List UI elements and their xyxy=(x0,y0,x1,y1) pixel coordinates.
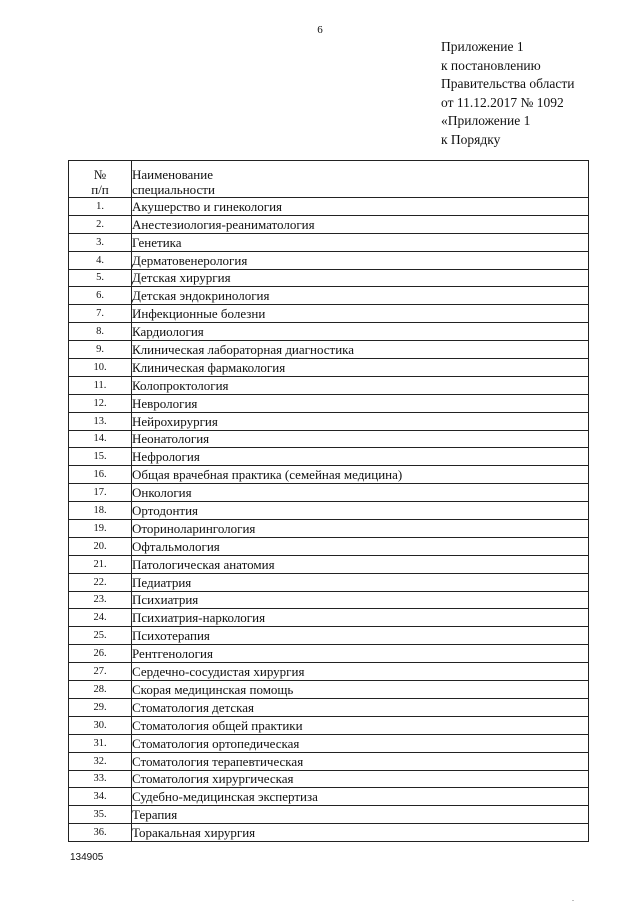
table-row xyxy=(69,287,589,305)
row-number: 28. xyxy=(69,681,132,699)
row-specialty-name: Детская эндокринология xyxy=(132,287,589,305)
row-number: 26. xyxy=(69,645,132,663)
header-line: от 11.12.2017 № 1092 xyxy=(441,94,564,110)
row-specialty-name: Детская хирургия xyxy=(132,269,589,287)
row-specialty-name: Анестезиология-реаниматология xyxy=(132,215,589,233)
table-row xyxy=(69,359,589,377)
page-number: 6 xyxy=(317,24,323,36)
row-specialty-name: Рентгенология xyxy=(132,645,589,663)
row-specialty-name: Стоматология общей практики xyxy=(132,716,589,734)
row-specialty-name: Скорая медицинская помощь xyxy=(132,681,589,699)
row-number: 32. xyxy=(69,752,132,770)
row-number: 12. xyxy=(69,394,132,412)
table-row xyxy=(69,323,589,341)
row-specialty-name: Психиатрия-наркология xyxy=(132,609,589,627)
row-specialty-name: Неврология xyxy=(132,394,589,412)
table-row xyxy=(69,233,589,251)
row-specialty-name: Инфекционные болезни xyxy=(132,305,589,323)
table-row xyxy=(69,251,589,269)
row-number: 9. xyxy=(69,341,132,359)
row-specialty-name: Онкология xyxy=(132,484,589,502)
row-specialty-name: Клиническая фармакология xyxy=(132,359,589,377)
row-number: 27. xyxy=(69,663,132,681)
row-number: 35. xyxy=(69,806,132,824)
table-row xyxy=(69,269,589,287)
appendix-header xyxy=(441,38,574,149)
row-number: 1. xyxy=(69,198,132,216)
table-row xyxy=(69,752,589,770)
row-number: 2. xyxy=(69,215,132,233)
column-header-specialty xyxy=(132,161,589,198)
row-number: 3. xyxy=(69,233,132,251)
table-row xyxy=(69,502,589,520)
row-specialty-name: Педиатрия xyxy=(132,573,589,591)
row-number: 5. xyxy=(69,269,132,287)
row-specialty-name: Судебно-медицинская экспертиза xyxy=(132,788,589,806)
row-number: 18. xyxy=(69,502,132,520)
row-number: 14. xyxy=(69,430,132,448)
header-line: Приложение 1 xyxy=(441,39,524,54)
row-number: 6. xyxy=(69,287,132,305)
row-specialty-name: Ортодонтия xyxy=(132,502,589,520)
header-line: Правительства области xyxy=(441,76,575,91)
table-row xyxy=(69,484,589,502)
row-specialty-name: Генетика xyxy=(132,233,589,251)
row-specialty-name: Патологическая анатомия xyxy=(132,555,589,573)
table-row xyxy=(69,770,589,788)
table-row xyxy=(69,198,589,216)
table-row xyxy=(69,305,589,323)
table-row xyxy=(69,609,589,627)
table-row xyxy=(69,520,589,538)
row-specialty-name: Общая врачебная практика (семейная медицина) xyxy=(132,466,589,484)
table-row xyxy=(69,716,589,734)
row-number: 24. xyxy=(69,609,132,627)
row-specialty-name: Клиническая лабораторная диагностика xyxy=(132,341,589,359)
row-number: 8. xyxy=(69,323,132,341)
row-specialty-name: Стоматология терапевтическая xyxy=(132,752,589,770)
footer-document-code: 134905 xyxy=(70,852,104,863)
row-specialty-name: Стоматология хирургическая xyxy=(132,770,589,788)
table-row xyxy=(69,734,589,752)
row-number: 4. xyxy=(69,251,132,269)
corner-mark: . xyxy=(572,894,574,903)
table-row xyxy=(69,681,589,699)
table-row xyxy=(69,555,589,573)
table-header-row xyxy=(69,161,589,198)
row-specialty-name: Кардиология xyxy=(132,323,589,341)
row-specialty-name: Акушерство и гинекология xyxy=(132,198,589,216)
row-specialty-name: Стоматология детская xyxy=(132,698,589,716)
header-line: к постановлению xyxy=(441,57,541,73)
header-number-abbr: п/п xyxy=(91,182,109,197)
table-row xyxy=(69,394,589,412)
row-number: 15. xyxy=(69,448,132,466)
row-number: 19. xyxy=(69,520,132,538)
row-specialty-name: Психиатрия xyxy=(132,591,589,609)
table-row xyxy=(69,537,589,555)
row-specialty-name: Сердечно-сосудистая хирургия xyxy=(132,663,589,681)
row-specialty-name: Дерматовенерология xyxy=(132,251,589,269)
row-number: 21. xyxy=(69,555,132,573)
table-row xyxy=(69,466,589,484)
row-number: 22. xyxy=(69,573,132,591)
table-row xyxy=(69,412,589,430)
table-row xyxy=(69,788,589,806)
header-specialty-line1: Наименование xyxy=(132,167,213,182)
row-number: 13. xyxy=(69,412,132,430)
row-number: 29. xyxy=(69,698,132,716)
row-specialty-name: Терапия xyxy=(132,806,589,824)
column-header-number xyxy=(69,161,132,198)
row-specialty-name: Офтальмология xyxy=(132,537,589,555)
row-specialty-name: Нефрология xyxy=(132,448,589,466)
row-number: 31. xyxy=(69,734,132,752)
header-line: к Порядку xyxy=(441,131,501,147)
table-row xyxy=(69,627,589,645)
table-body xyxy=(69,198,589,842)
row-number: 30. xyxy=(69,716,132,734)
header-number-symbol: № xyxy=(93,167,107,182)
row-specialty-name: Торакальная хирургия xyxy=(132,824,589,842)
row-specialty-name: Психотерапия xyxy=(132,627,589,645)
row-number: 36. xyxy=(69,824,132,842)
table-row xyxy=(69,448,589,466)
table-row xyxy=(69,663,589,681)
row-specialty-name: Колопроктология xyxy=(132,376,589,394)
specialties-table xyxy=(68,160,589,842)
row-number: 7. xyxy=(69,305,132,323)
table-row xyxy=(69,215,589,233)
table-row xyxy=(69,573,589,591)
row-number: 17. xyxy=(69,484,132,502)
table-row xyxy=(69,341,589,359)
table-row xyxy=(69,824,589,842)
row-specialty-name: Оториноларингология xyxy=(132,520,589,538)
row-number: 23. xyxy=(69,591,132,609)
table-row xyxy=(69,806,589,824)
header-line: «Приложение 1 xyxy=(441,113,531,128)
table-row xyxy=(69,645,589,663)
row-number: 20. xyxy=(69,537,132,555)
table-row xyxy=(69,376,589,394)
row-number: 33. xyxy=(69,770,132,788)
row-number: 25. xyxy=(69,627,132,645)
row-number: 10. xyxy=(69,359,132,377)
row-specialty-name: Нейрохирургия xyxy=(132,412,589,430)
table-row xyxy=(69,430,589,448)
header-specialty-line2: специальности xyxy=(132,182,215,197)
table-row xyxy=(69,591,589,609)
row-number: 11. xyxy=(69,376,132,394)
row-specialty-name: Неонатология xyxy=(132,430,589,448)
row-number: 34. xyxy=(69,788,132,806)
row-number: 16. xyxy=(69,466,132,484)
row-specialty-name: Стоматология ортопедическая xyxy=(132,734,589,752)
table-row xyxy=(69,698,589,716)
